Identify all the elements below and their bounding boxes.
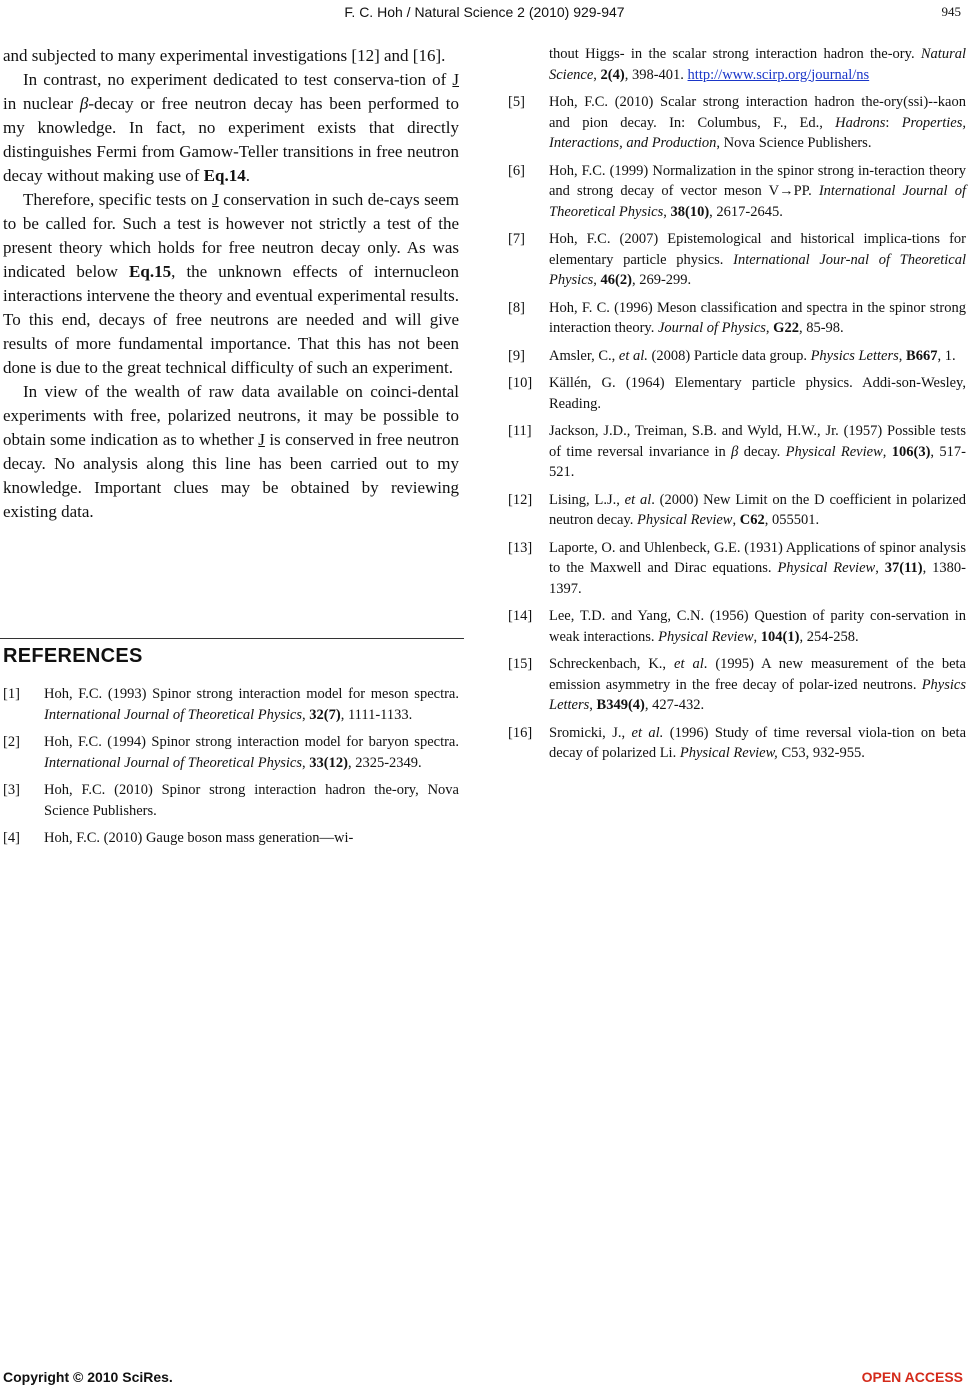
- reference-item: [5] Hoh, F.C. (2010) Scalar strong interaction hadron the-ory(ssi)--kaon and pion decay. In: Columbus, F., Ed., Hadrons: Properties, Interactions, and Production, Nova Science Publishers.: [508, 94, 966, 151]
- section-divider: [0, 638, 464, 639]
- reference-item: [9] Amsler, C., et al. (2008) Particle data group. Physics Letters, B667, 1.: [508, 347, 956, 364]
- body-text-column: [3, 44, 459, 524]
- reference-item: [4] Hoh, F.C. (2010) Gauge boson mass generation—wi-: [3, 830, 354, 846]
- paragraph: and subjected to many experimental investigations [12] and [16].: [3, 46, 446, 65]
- copyright-footer: Copyright © 2010 SciRes.: [3, 1369, 173, 1385]
- reference-item: [11] Jackson, J.D., Treiman, S.B. and Wyld, H.W., Jr. (1957) Possible tests of time reversal invariance in β decay. Physical Review, 106(3), 517-521.: [508, 423, 966, 480]
- paragraph: Therefore, specific tests on J conservation in such de-cays seem to be called for. Such a test is however not strictly a test of the present theory which holds for free neutron decay only. As was indicated below Eq.15, the unknown effects of internucleon interactions intervene the theory and eventual experimental results. To this end, decays of free neutrons are needed and will give results of more fundamental importance. That this has not been done is due to the great technical difficulty of such an experiment.: [3, 190, 459, 377]
- references-heading: REFERENCES: [3, 645, 143, 667]
- reference-item: [16] Sromicki, J., et al. (1996) Study of time reversal viola-tion on beta decay of polarized Li. Physical Review, C53, 932-955.: [508, 724, 967, 761]
- page-number: 945: [941, 4, 961, 19]
- reference-item: [8] Hoh, F. C. (1996) Meson classification and spectra in the spinor strong interaction theory. Journal of Physics, G22, 85-98.: [508, 299, 966, 336]
- references-list-right: [508, 44, 966, 771]
- reference-item: [13] Laporte, O. and Uhlenbeck, G.E. (1931) Applications of spinor analysis to the Maxwell and Dirac equations. Physical Review, 37(11), 1380-1397.: [508, 539, 966, 597]
- paragraph: In view of the wealth of raw data available on coinci-dental experiments with free, polarized neutrons, it may be possible to obtain some indication as to whether J is conserved in free neutron decay. No analysis along this line has been carried out to my knowledge. Important clues may be obtained by reviewing existing data.: [3, 382, 459, 521]
- reference-item-continuation: thout Higgs- in the scalar strong interaction hadron the-ory. Natural Science, 2(4), 398-401. http://www.scirp.org/journal/ns: [549, 46, 966, 83]
- open-access-label: OPEN ACCESS: [861, 1369, 963, 1385]
- reference-item: [12] Lising, L.J., et al. (2000) New Limit on the D coefficient in polarized neutron decay. Physical Review, C62, 055501.: [508, 491, 967, 528]
- references-list-left: [3, 684, 459, 856]
- reference-item: [14] Lee, T.D. and Yang, C.N. (1956) Question of parity con-servation in weak interactions. Physical Review, 104(1), 254-258.: [508, 608, 966, 645]
- reference-item: [3] Hoh, F.C. (2010) Spinor strong interaction hadron the-ory, Nova Science Publishers.: [3, 782, 459, 819]
- running-header: F. C. Hoh / Natural Science 2 (2010) 929-947: [344, 4, 625, 20]
- paragraph: In contrast, no experiment dedicated to test conserva-tion of J in nuclear β-decay or free neutron decay has been performed to my knowledge. In fact, no experiment exists that directly distinguishes Fermi from Gamow-Teller transitions in free neutron decay without making use of Eq.14.: [3, 70, 459, 185]
- reference-item: [15] Schreckenbach, K., et al. (1995) A new measurement of the beta emission asymmetry in the free decay of polar-ized neutrons. Physics Letters, B349(4), 427-432.: [508, 656, 966, 713]
- reference-item: [2] Hoh, F.C. (1994) Spinor strong interaction model for baryon spectra. International Journal of Theoretical Physics, 33(12), 2325-2349.: [3, 734, 459, 771]
- reference-item: [1] Hoh, F.C. (1993) Spinor strong interaction model for meson spectra. International Journal of Theoretical Physics, 32(7), 1111-1133.: [3, 686, 459, 723]
- reference-item: [10] Källén, G. (1964) Elementary particle physics. Addi-son-Wesley, Reading.: [508, 375, 966, 412]
- reference-item: [6] Hoh, F.C. (1999) Normalization in the spinor strong in-teraction theory and strong decay of vector meson V→PP. International Journal of Theoretical Physics, 38(10), 2617-2645.: [508, 162, 966, 220]
- reference-item: [7] Hoh, F.C. (2007) Epistemological and historical implica-tions for elementary particle physics. International Jour-nal of Theoretical Physics, 46(2), 269-299.: [508, 231, 966, 288]
- journal-link[interactable]: http://www.scirp.org/journal/ns: [687, 66, 870, 83]
